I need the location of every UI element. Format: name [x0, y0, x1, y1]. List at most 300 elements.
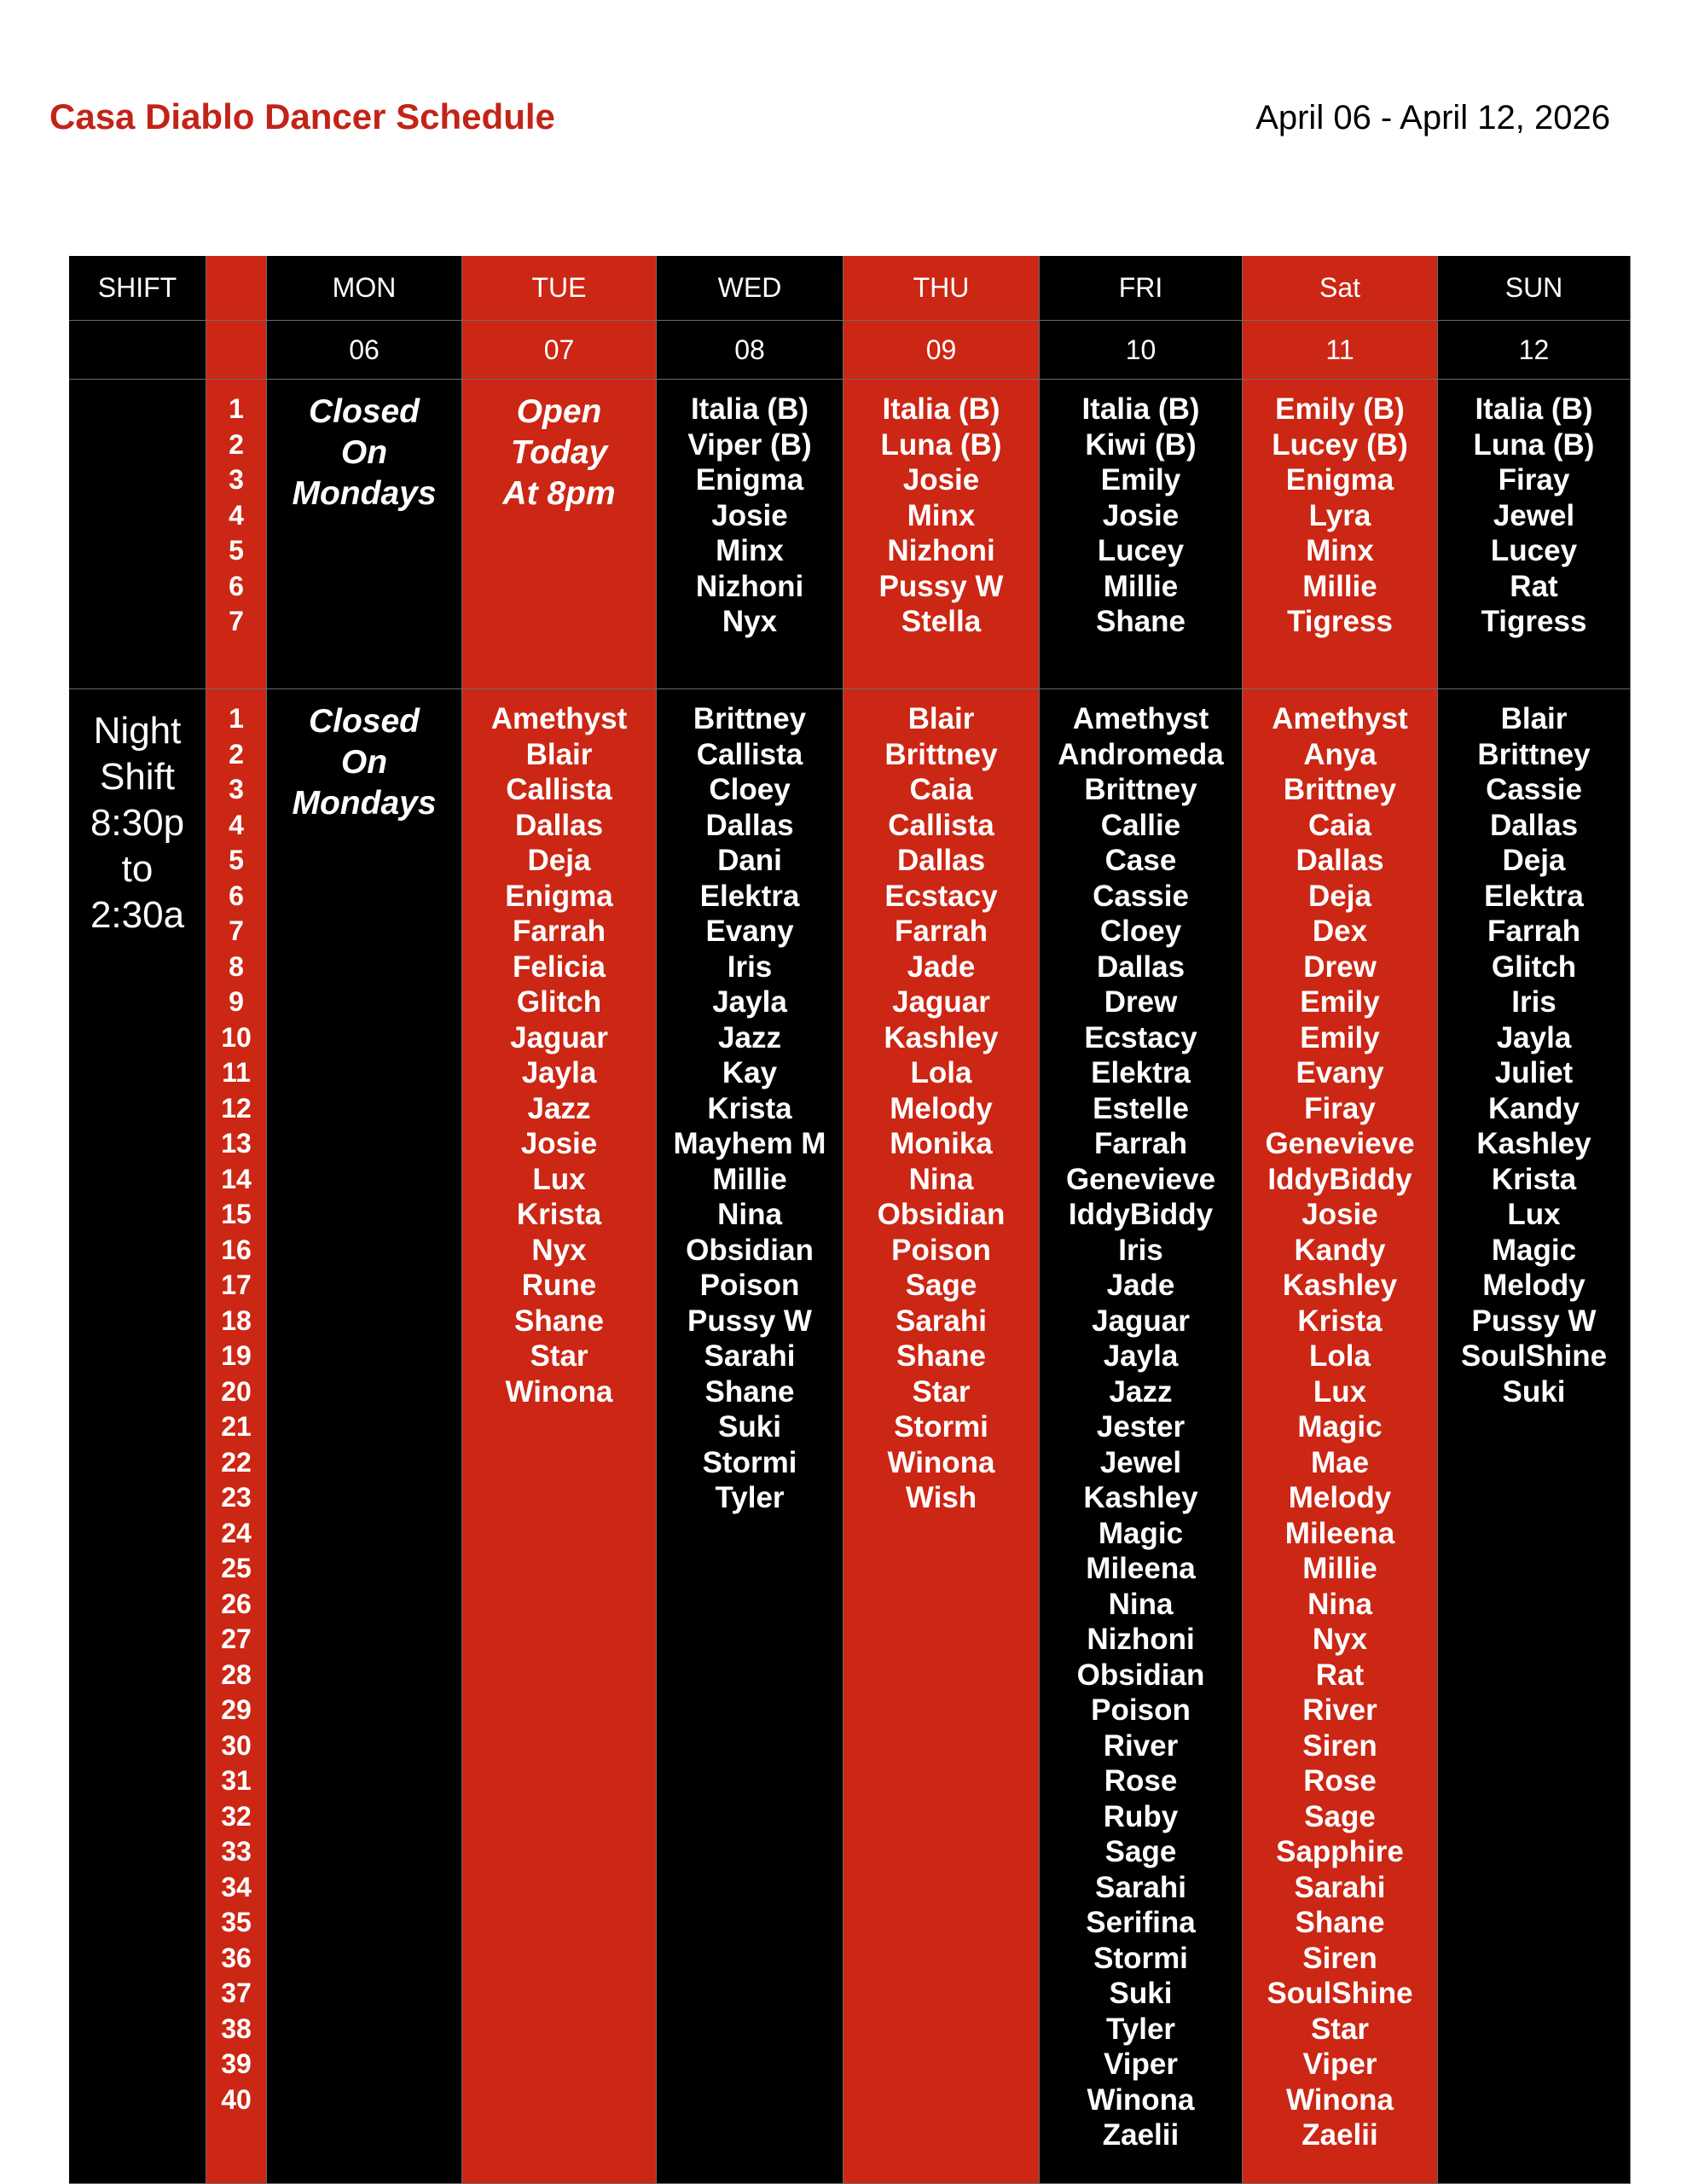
status-note: On [340, 744, 388, 781]
dancer-name: Cloey [1099, 915, 1182, 948]
dancer-name: Blair [525, 737, 593, 771]
dancer-name: Sapphire [1276, 1835, 1404, 1868]
dancer-name: Suki [1502, 1374, 1566, 1409]
dancer-name: Star [1310, 2012, 1370, 2046]
dancer-name: Mae [1310, 1445, 1370, 1479]
dancer-name: Jaguar [1092, 1304, 1190, 1338]
day-shift-fri [1040, 380, 1243, 689]
dancer-name: Farrah [1094, 1127, 1187, 1160]
slot-number: 33 [221, 1836, 252, 1867]
day-shift-label [69, 380, 206, 689]
slot-number: 9 [229, 986, 244, 1017]
page-title: Casa Diablo Dancer Schedule [49, 96, 555, 136]
dancer-name: Magic [1491, 1233, 1577, 1267]
dancer-name: Kashley [1476, 1127, 1591, 1160]
dancer-name: Lola [910, 1056, 972, 1089]
dancer-name: Tyler [715, 1481, 785, 1514]
night-shift-label [69, 689, 206, 2184]
dancer-name: Winona [1087, 2082, 1195, 2117]
dancer-name: Josie [1102, 498, 1180, 532]
dancer-name: Enigma [695, 463, 804, 497]
shift-label-line: 2:30a [90, 894, 185, 936]
dancer-name: Pussy W [1471, 1304, 1597, 1338]
dancer-name: Lux [1313, 1374, 1367, 1409]
slot-number: 7 [229, 915, 244, 946]
slot-number: 5 [229, 845, 244, 875]
dancer-name: Nina [1307, 1587, 1372, 1621]
night-shift-fri [1040, 689, 1243, 2184]
dancer-name: Firay [1304, 1091, 1376, 1125]
dancer-name: Tyler [1105, 2012, 1176, 2046]
dancer-name: Caia [909, 773, 973, 806]
dancer-name: Jade [1106, 1269, 1175, 1302]
dancer-name: Luna (B) [880, 427, 1002, 462]
dancer-name: Callista [506, 773, 612, 806]
dancer-name: Estelle [1093, 1091, 1189, 1125]
dancer-name: Ecstacy [884, 879, 998, 913]
dancer-name: Dallas [896, 844, 986, 877]
slot-number: 2 [229, 738, 244, 770]
dancer-name: Minx [716, 534, 784, 567]
dancer-name: Viper [1104, 2048, 1178, 2081]
slot-number: 29 [221, 1694, 252, 1725]
shift-label-line: 8:30p [90, 802, 185, 844]
dancer-name: Enigma [505, 879, 613, 913]
dancer-name: IddyBiddy [1068, 1198, 1214, 1231]
night-shift-wed [657, 689, 844, 2184]
dancer-name: Cloey [709, 773, 791, 806]
day-header-sat: Sat [1243, 256, 1438, 321]
dancer-name: Kay [722, 1056, 778, 1089]
dancer-name: Tigress [1481, 605, 1587, 638]
dancer-name: Ruby [1103, 1799, 1179, 1833]
slot-number: 22 [221, 1446, 252, 1478]
dancer-name: Jester [1096, 1410, 1186, 1443]
dancer-name: Amethyst [1072, 702, 1209, 735]
dancer-name: Genevieve [1265, 1127, 1415, 1160]
number-header [206, 256, 267, 321]
slot-number: 35 [221, 1907, 252, 1937]
dancer-name: Jewel [1099, 1445, 1182, 1479]
dancer-name: Poison [699, 1269, 800, 1302]
dancer-name: Ecstacy [1084, 1020, 1197, 1054]
dancer-name: Tigress [1287, 605, 1393, 638]
dancer-name: Mileena [1086, 1552, 1196, 1585]
dancer-name: Jayla [1496, 1020, 1572, 1054]
dancer-name: Iris [727, 950, 773, 984]
dancer-name: Cassie [1486, 773, 1582, 806]
dancer-name: Nyx [531, 1233, 587, 1267]
dancer-name: Zaelii [1102, 2118, 1180, 2152]
day-date: 09 [844, 321, 1040, 380]
dancer-name: Sarahi [896, 1304, 987, 1338]
dancer-name: Obsidian [1076, 1658, 1205, 1692]
dancer-name: Emily [1100, 463, 1181, 497]
status-note: Closed [308, 703, 420, 740]
day-shift-sun [1438, 380, 1631, 689]
dancer-name: Deja [1308, 879, 1371, 913]
dancer-name: Jayla [712, 985, 787, 1019]
dancer-name: Obsidian [686, 1233, 814, 1267]
night-shift-mon [267, 689, 462, 2184]
dancer-name: Suki [718, 1410, 781, 1443]
dancer-name: Millie [712, 1162, 787, 1196]
slot-number: 34 [221, 1871, 252, 1902]
dancer-name: Elektra [1484, 879, 1584, 913]
dancer-name: Jayla [521, 1056, 597, 1089]
dancer-name: Shane [896, 1339, 987, 1373]
dancer-name: Krista [516, 1198, 602, 1231]
dancer-name: Rune [521, 1269, 597, 1302]
slot-number: 10 [221, 1021, 252, 1053]
date-row-blank [69, 321, 206, 380]
night-shift-numbers [206, 689, 267, 2184]
dancer-name: Star [912, 1374, 971, 1409]
slot-number: 40 [221, 2083, 252, 2115]
status-note: Today [510, 434, 608, 471]
slot-number: 39 [221, 2048, 252, 2079]
slot-number: 5 [229, 535, 244, 566]
slot-number: 36 [221, 1942, 252, 1973]
slot-number: 32 [221, 1800, 252, 1832]
dancer-name: Zaelii [1301, 2118, 1378, 2152]
dancer-name: Drew [1303, 950, 1377, 984]
dancer-name: Iris [1118, 1233, 1163, 1267]
shift-label-line: to [121, 848, 154, 890]
dancer-name: Blair [907, 702, 975, 735]
dancer-name: Suki [1109, 1977, 1173, 2010]
dancer-name: Stormi [1093, 1941, 1188, 1975]
shift-label-line: Shift [99, 756, 176, 798]
dancer-name: Jazz [718, 1020, 781, 1054]
dancer-name: Dex [1312, 915, 1368, 948]
slot-number: 30 [221, 1729, 252, 1761]
dancer-name: Jayla [1103, 1339, 1179, 1373]
shift-header: SHIFT [69, 256, 206, 321]
dancer-name: Callista [888, 808, 994, 842]
status-note: Open [516, 393, 602, 430]
dancer-name: Evany [1296, 1056, 1384, 1089]
dancer-name: Jade [907, 950, 976, 984]
dancer-name: Mileena [1284, 1516, 1395, 1550]
dancer-name: Magic [1098, 1516, 1184, 1550]
slot-number: 2 [229, 428, 244, 460]
dancer-name: Deja [527, 844, 591, 877]
dancer-name: Poison [891, 1233, 991, 1267]
dancer-name: Josie [902, 463, 980, 497]
dancer-name: Winona [505, 1374, 613, 1409]
slot-number: 8 [229, 950, 244, 982]
day-date: 07 [462, 321, 657, 380]
day-shift-wed [657, 380, 844, 689]
dancer-name: Dallas [705, 808, 794, 842]
dancer-name: Dani [717, 844, 782, 877]
dancer-name: Firay [1498, 463, 1570, 497]
dancer-name: Italia (B) [882, 392, 1000, 426]
dancer-name: Glitch [516, 985, 602, 1019]
dancer-name: Emily [1300, 1020, 1380, 1054]
dancer-name: Enigma [1285, 463, 1394, 497]
slot-number: 7 [229, 606, 244, 636]
dancer-name: SoulShine [1460, 1339, 1608, 1373]
dancer-name: Monika [890, 1127, 993, 1160]
dancer-name: Glitch [1491, 950, 1577, 984]
dancer-name: Lucey (B) [1272, 427, 1408, 462]
dancer-name: Shane [513, 1304, 605, 1338]
dancer-name: Lucey [1097, 534, 1185, 567]
dancer-name: Dallas [1096, 950, 1186, 984]
dancer-name: Rat [1315, 1658, 1365, 1692]
dancer-name: Elektra [699, 879, 800, 913]
dancer-name: Minx [1306, 534, 1374, 567]
dancer-name: Nyx [722, 605, 778, 638]
dancer-name: Shane [1095, 605, 1186, 638]
day-date: 06 [267, 321, 462, 380]
dancer-name: Pussy W [687, 1304, 812, 1338]
day-header-thu: THU [844, 256, 1040, 321]
dancer-name: Nina [1108, 1587, 1174, 1621]
dancer-name: Lola [1309, 1339, 1371, 1373]
dancer-name: Kashley [884, 1020, 999, 1054]
dancer-name: Iris [1511, 985, 1557, 1019]
dancer-name: Kandy [1488, 1091, 1580, 1125]
day-date: 11 [1243, 321, 1438, 380]
dancer-name: Lux [532, 1162, 586, 1196]
dancer-name: Jazz [1109, 1374, 1173, 1409]
dancer-name: Melody [1288, 1481, 1392, 1514]
dancer-name: Winona [1285, 2082, 1394, 2117]
slot-number: 6 [229, 570, 244, 601]
dancer-name: Emily (B) [1275, 392, 1405, 426]
dancer-name: Krista [1491, 1162, 1577, 1196]
dancer-name: Deja [1502, 844, 1566, 877]
dancer-name: IddyBiddy [1267, 1162, 1412, 1196]
dancer-name: Sarahi [704, 1339, 796, 1373]
slot-number: 37 [221, 1978, 252, 2008]
day-shift-numbers [206, 380, 267, 689]
dancer-name: Dallas [1296, 844, 1384, 877]
dancer-name: Kashley [1282, 1269, 1398, 1302]
dancer-name: Italia (B) [1081, 392, 1200, 426]
dancer-name: Shane [1295, 1906, 1385, 1939]
dancer-name: Kiwi (B) [1085, 427, 1197, 462]
dancer-name: Nina [717, 1198, 782, 1231]
slot-number: 38 [221, 2013, 252, 2044]
slot-number: 1 [229, 703, 244, 734]
slot-number: 27 [221, 1623, 252, 1654]
dancer-name: Rose [1303, 1764, 1377, 1798]
dancer-name: Viper [1302, 2048, 1377, 2081]
dancer-name: Krista [707, 1091, 792, 1125]
dancer-name: Kashley [1083, 1481, 1198, 1514]
slot-number: 20 [221, 1375, 252, 1407]
dancer-name: Sage [905, 1269, 977, 1302]
slot-number: 1 [229, 393, 244, 424]
dancer-name: Italia (B) [1475, 392, 1593, 426]
slot-number: 26 [221, 1588, 252, 1619]
slot-number: 3 [229, 774, 244, 804]
day-date: 12 [1438, 321, 1631, 380]
dancer-name: Stormi [702, 1445, 797, 1479]
status-note: On [340, 434, 388, 471]
dancer-name: Shane [704, 1374, 795, 1409]
day-shift-mon [267, 380, 462, 689]
slot-number: 4 [229, 499, 244, 531]
dancer-name: Mayhem M [673, 1127, 826, 1160]
dancer-name: Serifina [1086, 1906, 1196, 1939]
dancer-name: Genevieve [1065, 1162, 1216, 1196]
dancer-name: Brittney [1477, 737, 1591, 771]
slot-number: 12 [221, 1092, 252, 1124]
dancer-name: Cassie [1093, 879, 1189, 913]
dancer-name: Brittney [693, 702, 807, 735]
dancer-name: Melody [890, 1091, 993, 1125]
dancer-name: Stormi [894, 1410, 988, 1443]
day-header-fri: FRI [1040, 256, 1243, 321]
dancer-name: Star [530, 1339, 588, 1373]
dancer-name: Josie [711, 498, 788, 532]
slot-number: 6 [229, 880, 244, 911]
dancer-name: Viper (B) [687, 427, 812, 462]
dancer-name: Obsidian [877, 1198, 1006, 1231]
dancer-name: Sarahi [1294, 1870, 1386, 1904]
dancer-name: Evany [705, 915, 794, 948]
day-header-mon: MON [267, 256, 462, 321]
dancer-name: Stella [901, 605, 982, 638]
dancer-name: Winona [887, 1445, 995, 1479]
slot-number: 11 [222, 1057, 251, 1088]
day-date: 08 [657, 321, 844, 380]
slot-number: 15 [221, 1199, 252, 1229]
night-shift-thu [844, 689, 1040, 2184]
night-shift-sun [1438, 689, 1631, 2184]
dancer-name: Drew [1104, 985, 1178, 1019]
dancer-name: Blair [1500, 702, 1568, 735]
dancer-name: Farrah [895, 915, 988, 948]
dancer-name: Brittney [884, 737, 998, 771]
day-header-wed: WED [657, 256, 844, 321]
dancer-name: Amethyst [490, 702, 628, 735]
dancer-name: Jaguar [510, 1020, 608, 1054]
date-range: April 06 - April 12, 2026 [1255, 99, 1610, 136]
dancer-name: Lyra [1308, 498, 1371, 532]
night-shift-sat [1243, 689, 1438, 2184]
day-header-sun: SUN [1438, 256, 1631, 321]
slot-number: 25 [221, 1553, 252, 1583]
slot-number: 31 [221, 1765, 252, 1796]
dancer-name: Jewel [1493, 498, 1575, 532]
slot-number: 28 [221, 1658, 252, 1690]
schedule-table [69, 256, 1631, 2184]
slot-number: 24 [221, 1517, 252, 1548]
dancer-name: Jaguar [892, 985, 990, 1019]
dancer-name: SoulShine [1267, 1977, 1413, 2010]
dancer-name: Juliet [1494, 1056, 1574, 1089]
dancer-name: Rose [1104, 1764, 1178, 1798]
day-shift-sat [1243, 380, 1438, 689]
slot-number: 17 [221, 1269, 252, 1300]
day-date: 10 [1040, 321, 1243, 380]
day-shift-tue [462, 380, 657, 689]
slot-number: 13 [221, 1128, 252, 1159]
dancer-name: Josie [1301, 1198, 1378, 1231]
dancer-name: Sage [1104, 1835, 1177, 1868]
dancer-name: Jazz [527, 1091, 591, 1125]
dancer-name: Nyx [1312, 1623, 1368, 1656]
slot-number: 19 [221, 1340, 252, 1371]
dancer-name: Nina [908, 1162, 974, 1196]
dancer-name: Pussy W [878, 569, 1004, 603]
dancer-name: Nizhoni [887, 534, 995, 567]
day-header-tue: TUE [462, 256, 657, 321]
dancer-name: Lux [1507, 1198, 1561, 1231]
dancer-name: Anya [1303, 737, 1377, 771]
slot-number: 23 [221, 1482, 252, 1513]
slot-number: 4 [229, 809, 244, 840]
dancer-name: Luna (B) [1473, 427, 1595, 462]
slot-number: 3 [229, 464, 244, 495]
dancer-name: Callista [696, 737, 803, 771]
dancer-name: Elektra [1091, 1056, 1191, 1089]
dancer-name: Millie [1103, 569, 1179, 603]
dancer-name: Josie [520, 1127, 598, 1160]
dancer-name: River [1302, 1693, 1377, 1727]
dancer-name: Farrah [1487, 915, 1580, 948]
dancer-name: Nizhoni [1087, 1623, 1195, 1656]
dancer-name: Magic [1297, 1410, 1383, 1443]
shift-label-line: Night [93, 710, 182, 752]
date-row-number-blank [206, 321, 267, 380]
dancer-name: Amethyst [1272, 702, 1408, 735]
dancer-name: Farrah [513, 915, 606, 948]
dancer-name: Melody [1482, 1269, 1586, 1302]
dancer-name: Lucey [1490, 534, 1578, 567]
dancer-name: Siren [1302, 1728, 1377, 1763]
dancer-name: Sage [1304, 1799, 1376, 1833]
dancer-name: Minx [907, 498, 976, 532]
dancer-name: Kandy [1294, 1233, 1386, 1267]
status-note: At 8pm [502, 475, 616, 512]
dancer-name: Siren [1302, 1941, 1377, 1975]
slot-number: 18 [221, 1304, 252, 1336]
dancer-name: Case [1104, 844, 1177, 877]
status-note: Mondays [292, 785, 437, 822]
dancer-name: Poison [1091, 1693, 1191, 1727]
dancer-name: Italia (B) [690, 392, 809, 426]
dancer-name: Millie [1302, 1552, 1377, 1585]
dancer-name: Caia [1308, 808, 1371, 842]
slot-number: 21 [221, 1411, 252, 1442]
status-note: Closed [308, 393, 420, 430]
dancer-name: Sarahi [1095, 1870, 1186, 1904]
day-shift-thu [844, 380, 1040, 689]
dancer-name: Rat [1510, 569, 1558, 603]
dancer-name: Brittney [1283, 773, 1397, 806]
slot-number: 14 [221, 1163, 252, 1194]
status-note: Mondays [292, 475, 437, 512]
dancer-name: Millie [1302, 569, 1377, 603]
slot-number: 16 [221, 1234, 252, 1265]
dancer-name: Emily [1300, 985, 1380, 1019]
dancer-name: Dallas [1489, 808, 1579, 842]
dancer-name: Felicia [513, 950, 606, 984]
dancer-name: Wish [905, 1481, 977, 1514]
dancer-name: Dallas [514, 808, 604, 842]
dancer-name: Brittney [1084, 773, 1197, 806]
dancer-name: Krista [1297, 1304, 1383, 1338]
dancer-name: Callie [1100, 808, 1181, 842]
dancer-name: Nizhoni [695, 569, 804, 603]
